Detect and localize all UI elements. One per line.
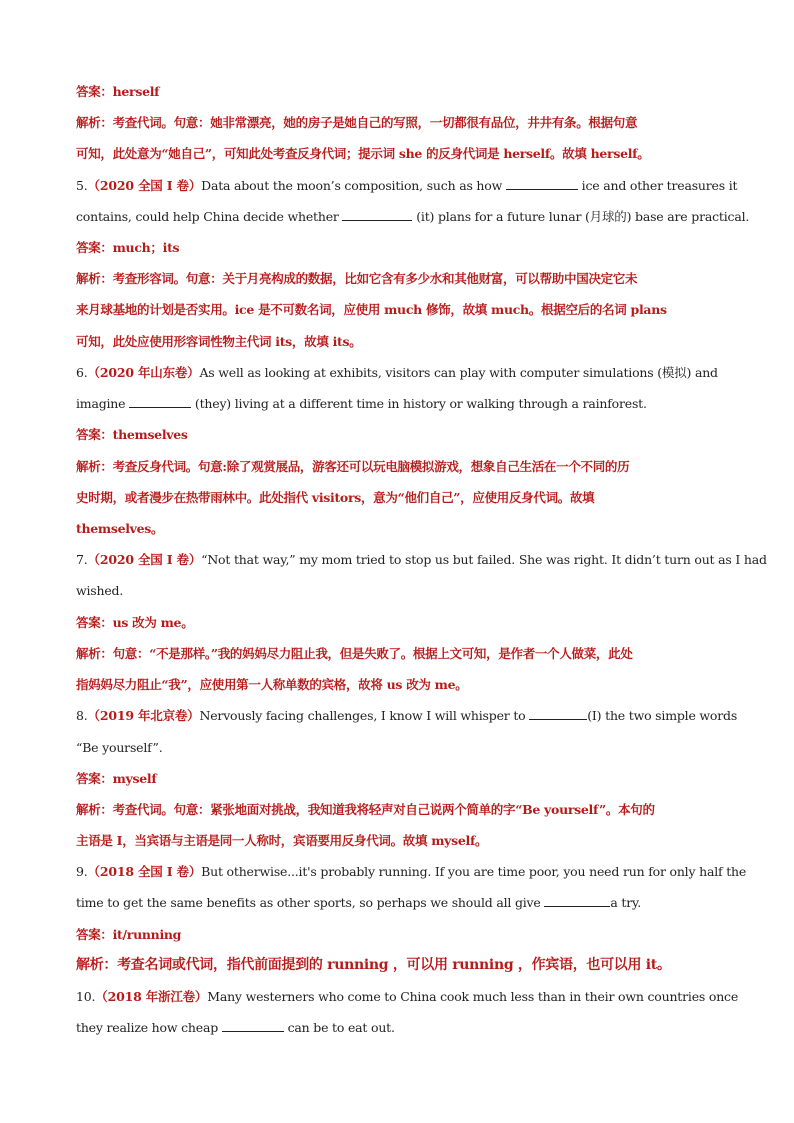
explanation-line: 解析：考查名词或代词，指代前面提到的 running ，可以用 running ，作宾语，也可以用 it。 — [76, 957, 671, 973]
question-10-line: they realize how cheap can be to eat out. — [76, 1020, 395, 1035]
answer-blank — [529, 708, 587, 720]
answer-line: 答案：it/running — [76, 927, 182, 942]
answer-blank — [222, 1020, 284, 1032]
question-9-line: time to get the same benefits as other sports, so perhaps we should all give a try. — [76, 895, 641, 910]
question-10-line: 10.（2018 年浙江卷）Many westerners who come to China cook much less than in their own countries once — [76, 989, 739, 1004]
explanation-line: 解析：考查形容词。句意：关于月亮构成的数据，比如它含有多少水和其他财富，可以帮助中国决定它未 — [76, 271, 638, 286]
question-7-line: wished. — [76, 583, 124, 598]
answer-line: 答案：herself — [76, 84, 160, 99]
question-6-line: 6.（2020 年山东卷）As well as looking at exhibits, visitors can play with computer simulations (模拟) and — [76, 365, 718, 380]
answer-blank — [544, 895, 610, 907]
answer-blank — [506, 178, 578, 190]
question-8-line: 8.（2019 年北京卷）Nervously facing challenges, I know I will whisper to (I) the two simple words — [76, 708, 738, 723]
explanation-line: 史时期，或者漫步在热带雨林中。此处指代 visitors，意为“他们自己”，应使用反身代词。故填 — [76, 490, 595, 505]
question-5-line: 5.（2020 全国 I 卷）Data about the moon’s composition, such as how ice and other treasures it — [76, 178, 738, 193]
question-9-line: 9.（2018 全国 I 卷）But otherwise...it's probably running. If you are time poor, you need run for only half the — [76, 864, 747, 879]
question-7-line: 7.（2020 全国 I 卷）“Not that way,” my mom tried to stop us but failed. She was right. It didn’t turn out as I had — [76, 552, 767, 567]
explanation-line: 指妈妈尽力阻止“我”，应使用第一人称单数的宾格，故将 us 改为 me。 — [76, 677, 468, 692]
explanation-line: themselves。 — [76, 521, 164, 536]
question-6-line: imagine (they) living at a different time in history or walking through a rainforest. — [76, 396, 647, 411]
answer-line: 答案：much；its — [76, 240, 180, 255]
question-5-line: contains, could help China decide whether (it) plans for a future lunar (月球的) base are practical. — [76, 209, 750, 224]
explanation-line: 可知，此处应使用形容词性物主代词 its，故填 its。 — [76, 334, 362, 349]
explanation-line: 主语是 I，当宾语与主语是同一人称时，宾语要用反身代词。故填 myself。 — [76, 833, 488, 848]
answer-blank — [129, 396, 191, 408]
answer-line: 答案：myself — [76, 771, 157, 786]
answer-line: 答案：themselves — [76, 427, 188, 442]
answer-blank — [342, 209, 412, 221]
explanation-line: 解析：考查代词。句意：紧张地面对挑战，我知道我将轻声对自己说两个简单的字“Be yourself”。本句的 — [76, 802, 655, 817]
explanation-line: 解析：考查代词。句意：她非常漂亮，她的房子是她自己的写照，一切都很有品位，井井有条。根据句意 — [76, 115, 638, 130]
question-8-line: “Be yourself”. — [76, 740, 163, 755]
explanation-line: 来月球基地的计划是否实用。ice 是不可数名词，应使用 much 修饰，故填 much。根据空后的名词 plans — [76, 302, 667, 317]
explanation-line: 解析：句意：“不是那样。”我的妈妈尽力阻止我，但是失败了。根据上文可知，是作者一个人做菜，此处 — [76, 646, 633, 661]
explanation-line: 可知，此处意为“她自己”，可知此处考查反身代词；提示词 she 的反身代词是 herself。故填 herself。 — [76, 146, 650, 161]
explanation-line: 解析：考查反身代词。句意:除了观赏展品，游客还可以玩电脑模拟游戏，想象自己生活在一个不同的历 — [76, 459, 630, 474]
answer-line: 答案：us 改为 me。 — [76, 615, 194, 630]
